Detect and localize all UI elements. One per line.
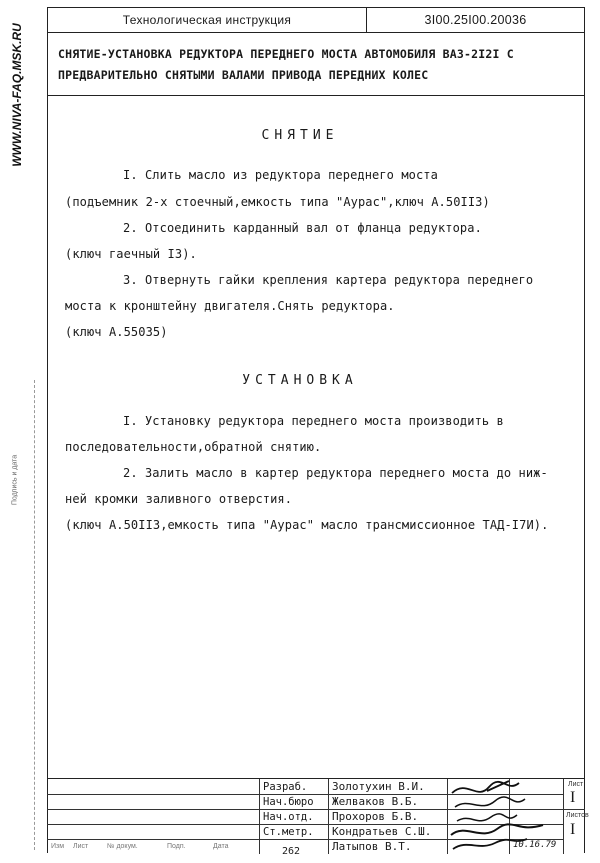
document-header (47, 7, 585, 33)
side-stamp (8, 415, 22, 545)
watermark-text: WWW.NIVA-FAQ.MSK.RU (10, 23, 24, 167)
tb-name: Прохоров Б.В. (332, 810, 419, 823)
tb-rule (47, 839, 259, 840)
removal-line: (ключ гаечный I3). (65, 247, 197, 261)
frame-left-border (47, 33, 48, 853)
removal-heading: СНЯТИЕ (261, 128, 339, 143)
installation-line: 2. Залить масло в картер редуктора переднего моста до ниж- (123, 466, 548, 480)
tb-col-label: Дата (213, 843, 229, 850)
tb-role: Разраб. (263, 781, 308, 793)
sheet-number: I (570, 789, 576, 806)
signatures-scribble (447, 779, 577, 854)
document-title (58, 44, 578, 86)
installation-line: ней кромки заливного отверстия. (65, 492, 293, 506)
tb-name: Латыпов В.Т. (332, 840, 412, 853)
removal-line: 3. Отвернуть гайки крепления картера редуктора переднего (123, 273, 534, 287)
tb-col-label: № докум. (107, 843, 138, 850)
sheets-label: Листов (566, 812, 589, 819)
tb-divider (259, 779, 260, 854)
installation-line: I. Установку редуктора переднего моста производить в (123, 414, 504, 428)
sheet-label: Лист (568, 781, 584, 788)
installation-line: (ключ А.50II3,емкость типа "Аурас" масло трансмиссионное ТАД-I7И). (65, 518, 549, 532)
tb-divider (328, 779, 329, 854)
tb-rule (47, 824, 259, 825)
header-title: Технологическая инструкция (48, 8, 367, 32)
sheets-count: I (570, 821, 576, 838)
title-line-1: СНЯТИЕ-УСТАНОВКА РЕДУКТОРА ПЕРЕДНЕГО МОСТА АВТОМОБИЛЯ ВАЗ-2I2I С (58, 47, 514, 61)
tb-role: Ст.метр. (263, 826, 314, 838)
tb-rule (47, 794, 259, 795)
tb-col-label: Подп. (167, 843, 186, 850)
tb-rule (47, 809, 259, 810)
tb-role: Нач.отд. (263, 811, 314, 823)
removal-line: I. Слить масло из редуктора переднего моста (123, 168, 438, 182)
frame-right-border (584, 33, 585, 853)
tb-col-label: Лист (73, 843, 89, 850)
side-dashed-line (34, 380, 35, 850)
tb-name: Желваков В.Б. (332, 795, 419, 808)
removal-line: (подъемник 2-х стоечный,емкость типа "Аурас",ключ А.50II3) (65, 195, 490, 209)
document-code: 3I00.25I00.20036 (424, 13, 527, 27)
installation-line: последовательности,обратной снятию. (65, 440, 322, 454)
removal-line: 2. Отсоединить карданный вал от фланца редуктора. (123, 221, 482, 235)
page-number: 262 (282, 846, 301, 857)
title-divider (47, 95, 585, 96)
removal-line: (ключ А.55035) (65, 325, 168, 339)
tb-name: Золотухин В.И. (332, 780, 425, 793)
sign-date: 10.16.79 (513, 840, 557, 850)
side-stamp-text: Подпись и дата (11, 454, 19, 506)
tb-role: Нач.бюро (263, 796, 314, 808)
title-block (47, 778, 589, 854)
tb-col-label: Изм (51, 843, 65, 850)
installation-heading: УСТАНОВКА (242, 373, 358, 388)
tb-name: Кондратьев С.Ш. (332, 825, 432, 838)
site-watermark (6, 6, 28, 184)
removal-line: моста к кронштейну двигателя.Снять редуктора. (65, 299, 395, 313)
title-line-2: ПРЕДВАРИТЕЛЬНО СНЯТЫМИ ВАЛАМИ ПРИВОДА ПЕРЕДНИХ КОЛЕС (58, 68, 429, 82)
